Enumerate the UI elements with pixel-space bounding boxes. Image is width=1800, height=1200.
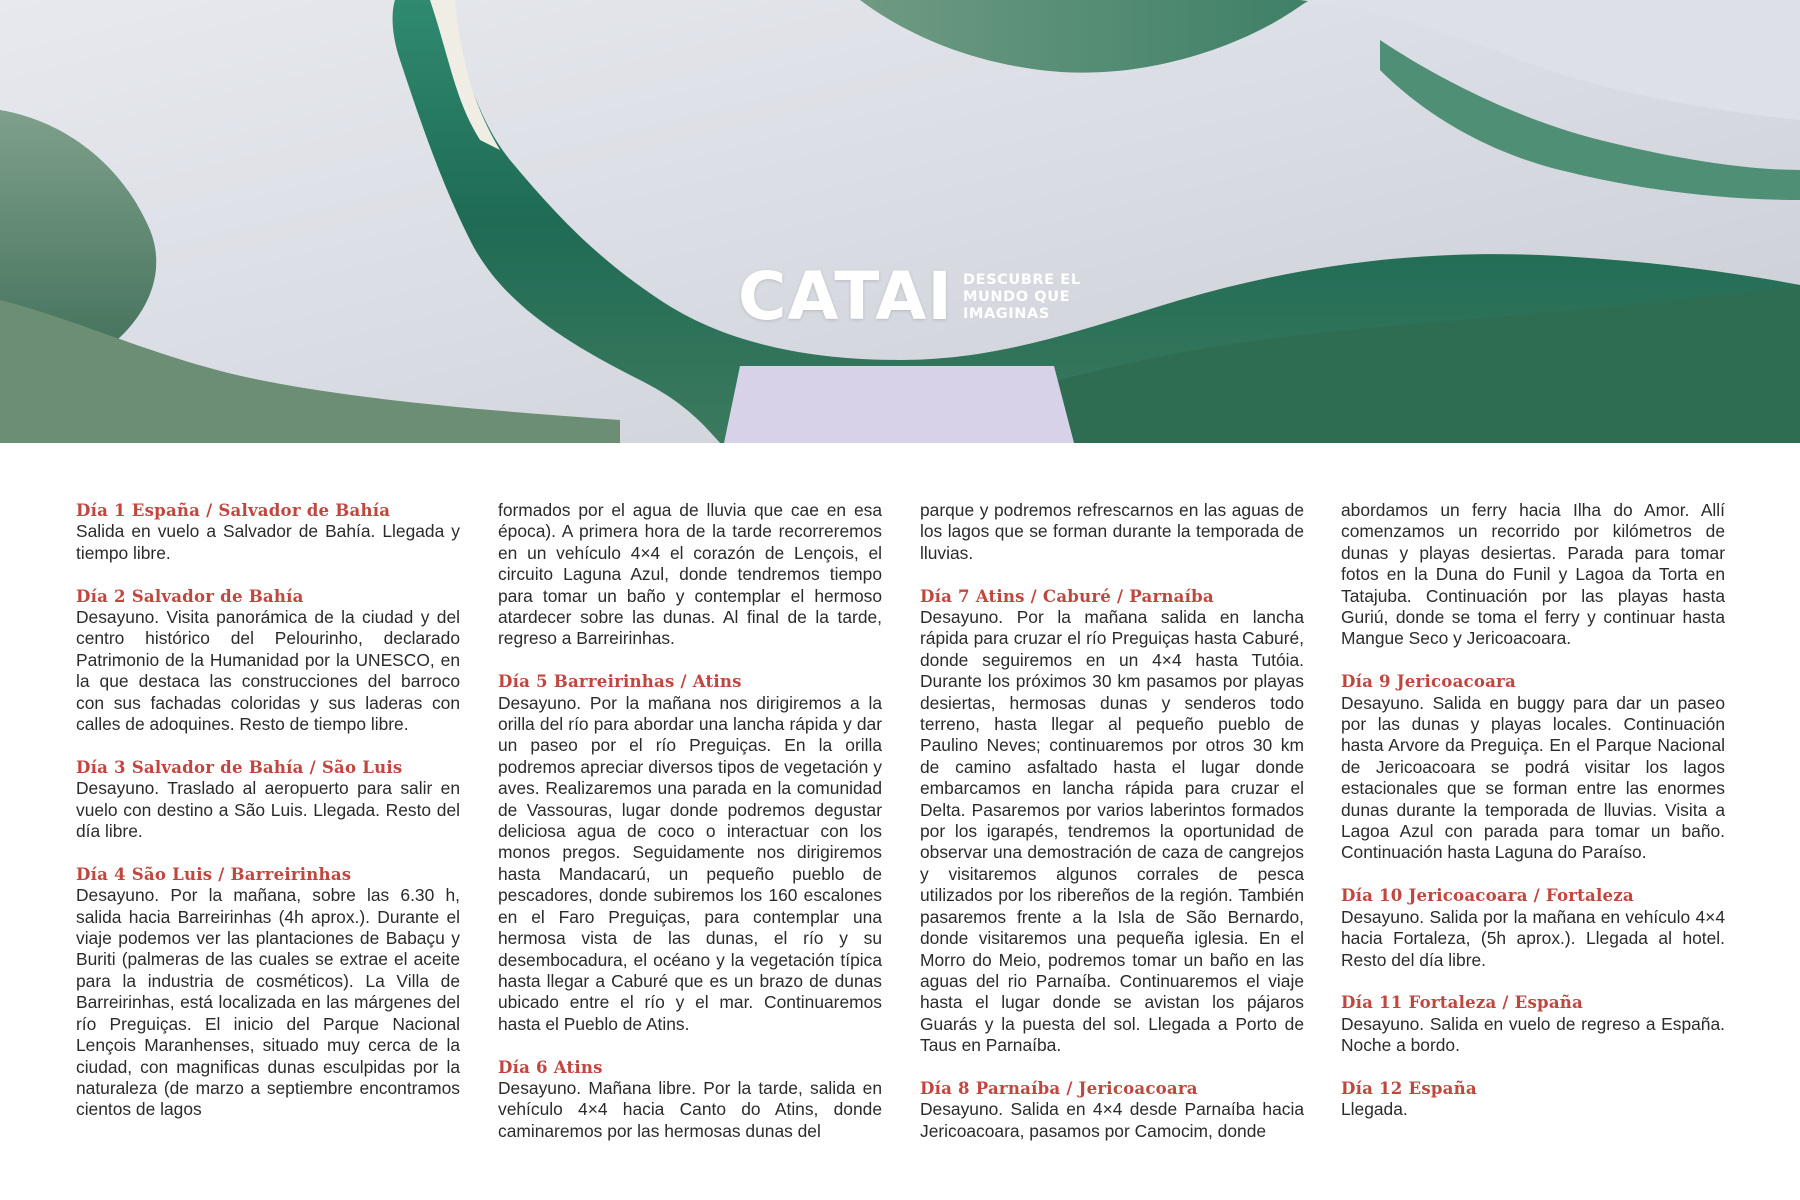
itinerary-column xyxy=(920,500,1304,1180)
itinerary-day xyxy=(76,500,460,564)
day-description: Desayuno. Por la mañana, sobre las 6.30 h, salida hacia Barreirinhas (4h aprox.). Durante el viaje podemos ver las plantaciones de Babaçu y Buriti (palmeras de las cuales se extrae el aceite para la industria de cosméticos). La Villa de Barreirinhas, está localizada en las márgenes del río Preguiças. El inicio del Parque Nacional Lençois Maranhenses, situado muy cerca de la ciudad, con magnificas dunas esculpidas por la naturaleza (de marzo a septiembre encontramos cientos de lagos xyxy=(76,885,460,1120)
hero-image xyxy=(0,0,1800,443)
day-description-continued: parque y podremos refrescarnos en las aguas de los lagos que se forman durante la temporada de lluvias. xyxy=(920,500,1304,563)
day-description: Desayuno. Salida en 4×4 desde Parnaíba hacia Jericoacoara, pasamos por Camocim, donde xyxy=(920,1099,1304,1141)
tagline-line: DESCUBRE EL xyxy=(962,271,1081,288)
day-title: Día 6 Atins xyxy=(498,1056,603,1077)
day-title: Día 10 Jericoacoara / Fortaleza xyxy=(1341,885,1634,906)
itinerary-day xyxy=(920,586,1304,1057)
itinerary-column xyxy=(498,500,882,1180)
day-description: Desayuno. Salida por la mañana en vehículo 4×4 hacia Fortaleza, (5h aprox.). Llegada al hotel. Resto del día libre. xyxy=(1341,906,1725,970)
itinerary-day xyxy=(1341,1078,1725,1121)
day-title: Día 1 España / Salvador de Bahía xyxy=(76,500,391,520)
aerial-dunes-lagoons-photo xyxy=(0,0,1800,443)
logo-wordmark: CATAI xyxy=(738,258,953,335)
itinerary-day xyxy=(920,1078,1304,1142)
itinerary-day xyxy=(1341,885,1725,971)
day-title: Día 12 España xyxy=(1341,1077,1477,1098)
day-description: Desayuno. Por la mañana salida en lancha rápida para cruzar el río Preguiças hasta Caburé, donde seguiremos en un 4×4 hasta Tutóia. Durante los próximos 30 km pasamos por playas desiertas, hermosas dunas y senderos todo terreno, hasta llegar al pequeño pueblo de Paulino Neves; continuaremos por otros 30 km de camino asfaltado hasta el lugar donde embarcamos en lancha rápida para cruzar el Delta. Pasaremos por varios laberintos formados por los igarapés, tendremos la oportunidad de observar una demostración de caza de cangrejos y visitaremos algunos corrales de pesca utilizados por los ribereños de la región. También pasaremos frente a la Isla de São Bernardo, donde visitaremos una pequeña iglesia. En el Morro do Meio, podremos tomar un baño en las aguas del rio Parnaíba. Continuaremos el viaje hasta el lugar donde se avistan los pájaros Guarás y la puesta del sol. Llegada a Porto de Taus en Parnaíba. xyxy=(920,607,1304,1056)
itinerary-column xyxy=(76,500,460,1180)
tagline-line: IMAGINAS xyxy=(962,305,1050,322)
day-description-continued: formados por el agua de lluvia que cae en esa época). A primera hora de la tarde recorreremos en un vehículo 4×4 el corazón de Lençois, el circuito Laguna Azul, donde tendremos tiempo para tomar un baño y contemplar el hermoso atardecer sobre las dunas. Al final de la tarde, regreso a Barreirinhas. xyxy=(498,500,882,649)
day-description: Desayuno. Por la mañana nos dirigiremos a la orilla del río para abordar una lancha rápida y dar un paseo por el río Preguiças. En la orilla podremos apreciar diversos tipos de vegetación y aves. Realizaremos una parada en la comunidad de Vassouras, lugar donde podremos degustar deliciosa agua de coco o interactuar con los monos pregos. Seguidamente nos dirigiremos hasta Mandacarú, un pequeño pueblo de pescadores, donde subiremos los 160 escalones en el Faro Preguiças, para contemplar una hermosa vista de las dunas, el río y su desembocadura, el océano y la vegetación típica hasta llegar a Caburé que es un brazo de dunas ubicado entre el río y el mar. Continuaremos hasta el Pueblo de Atins. xyxy=(498,692,882,1034)
day-description: Salida en vuelo a Salvador de Bahía. Llegada y tiempo libre. xyxy=(76,521,460,563)
itinerary-day xyxy=(498,671,882,1035)
itinerary-day xyxy=(498,1057,882,1143)
day-title: Día 3 Salvador de Bahía / São Luis xyxy=(76,756,403,777)
day-title: Día 4 São Luis / Barreirinhas xyxy=(76,863,352,884)
logo-tagline xyxy=(963,272,1081,323)
itinerary-column xyxy=(1341,500,1725,1180)
itinerary-day xyxy=(76,864,460,1121)
day-description: Desayuno. Visita panorámica de la ciudad y del centro histórico del Pelourinho, declarado Patrimonio de la Humanidad por la UNESCO, en la que destaca las construcciones del barroco con sus fachadas coloridas y sus laderas con calles de adoquines. Resto de tiempo libre. xyxy=(76,607,460,735)
day-title: Día 2 Salvador de Bahía xyxy=(76,585,304,606)
title-panel xyxy=(724,366,1074,443)
itinerary-day xyxy=(1341,992,1725,1056)
day-description-continued: abordamos un ferry hacia Ilha do Amor. Allí comenzamos un recorrido por kilómetros de dunas y playas desiertas. Parada para tomar fotos en la Duna do Funil y Lagoa da Torta en Tatajuba. Continuación por las playas hasta Guriú, donde se toma el ferry y continuar hasta Mangue Seco y Jericoacoara. xyxy=(1341,500,1725,649)
day-description: Desayuno. Traslado al aeropuerto para salir en vuelo con destino a São Luis. Llegada. Resto del día libre. xyxy=(76,778,460,842)
day-title: Día 7 Atins / Caburé / Parnaíba xyxy=(920,585,1214,606)
day-title: Día 9 Jericoacoara xyxy=(1341,671,1516,692)
itinerary xyxy=(0,500,1800,1180)
day-description: Desayuno. Mañana libre. Por la tarde, salida en vehículo 4×4 hacia Canto do Atins, donde caminaremos por las hermosas dunas del xyxy=(498,1077,882,1141)
day-title: Día 11 Fortaleza / España xyxy=(1341,992,1584,1013)
day-title: Día 8 Parnaíba / Jericoacoara xyxy=(920,1077,1198,1098)
itinerary-day xyxy=(76,757,460,843)
itinerary-day xyxy=(76,586,460,736)
itinerary-day xyxy=(1341,671,1725,864)
day-description: Desayuno. Salida en vuelo de regreso a España. Noche a bordo. xyxy=(1341,1013,1725,1056)
day-description: Desayuno. Salida en buggy para dar un paseo por las dunas y playas locales. Continuación hasta Arvore da Preguiça. En el Parque Nacional de Jericoacoara se podrá visitar los lagos estacionales que se forman entre las enormes dunas durante la temporada de lluvias. Visita a Lagoa Azul con parada para tomar un baño. Continuación hasta Laguna do Paraíso. xyxy=(1341,692,1725,863)
day-title: Día 5 Barreirinhas / Atins xyxy=(498,671,742,692)
catai-logo xyxy=(738,258,1081,335)
tagline-line: MUNDO QUE xyxy=(962,288,1071,305)
day-description: Llegada. xyxy=(1341,1099,1408,1120)
